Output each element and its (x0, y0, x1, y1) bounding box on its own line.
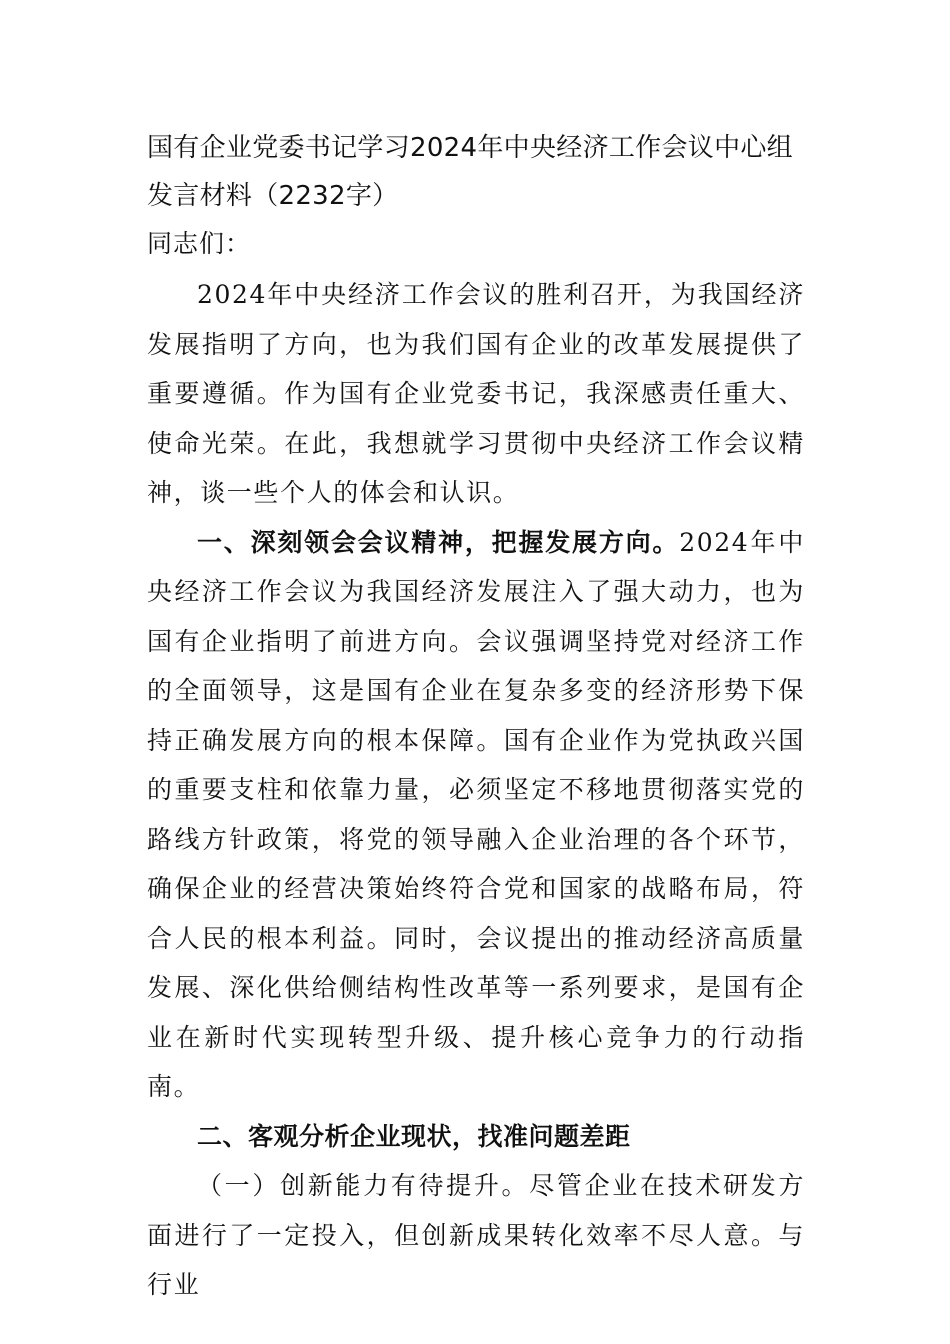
intro-paragraph: 2024年中央经济工作会议的胜利召开，为我国经济发展指明了方向，也为我们国有企业的改革发展提供了重要遵循。作为国有企业党委书记，我深感责任重大、使命光荣。在此，我想就学习贯彻中央经济工作会议精神，谈一些个人的体会和认识。 (147, 280, 805, 507)
section-1-paragraph (147, 518, 805, 1112)
section-1-body: 2024年中央经济工作会议为我国经济发展注入了强大动力，也为国有企业指明了前进方向。会议强调坚持党对经济工作的全面领导，这是国有企业在复杂多变的经济形势下保持正确发展方向的根本保障。国有企业作为党执政兴国的重要支柱和依靠力量，必须坚定不移地贯彻落实党的路线方针政策，将党的领导融入企业治理的各个环节，确保企业的经营决策始终符合党和国家的战略布局，符合人民的根本利益。同时，会议提出的推动经济高质量发展、深化供给侧结构性改革等一系列要求，是国有企业在新时代实现转型升级、提升核心竞争力的行动指南。 (147, 527, 805, 1101)
section-2-sub-1-paragraph: （一）创新能力有待提升。尽管企业在技术研发方面进行了一定投入，但创新成果转化效率不尽人意。与行业 (147, 1171, 805, 1299)
document-body (147, 124, 805, 1310)
section-1-heading: 一、深刻领会会议精神，把握发展方向。 (197, 527, 680, 557)
document-title: 国有企业党委书记学习2024年中央经济工作会议中心组发言材料（2232字） (147, 133, 793, 211)
salutation: 同志们： (147, 229, 252, 258)
section-2-heading: 二、客观分析企业现状，找准问题差距 (197, 1121, 631, 1151)
